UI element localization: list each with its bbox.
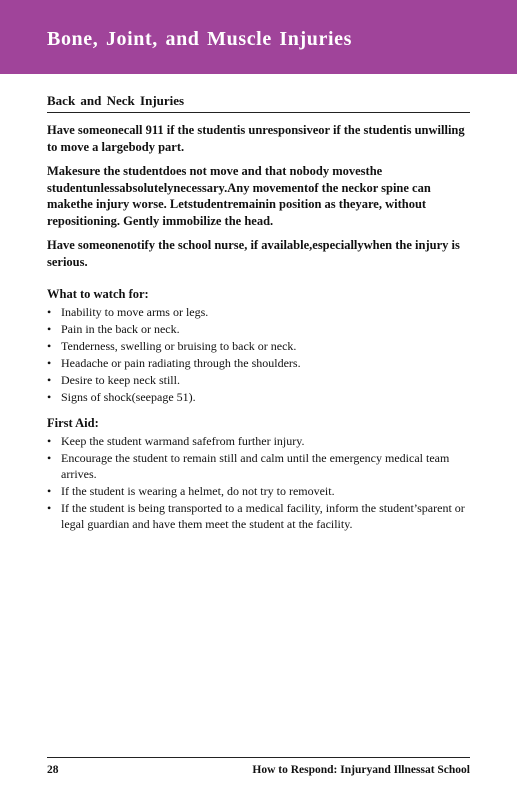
bullet-icon: • (47, 373, 52, 387)
paragraph-notify-nurse: Have someonenotify the school nurse, if available,especiallywhen the injury is serious. (47, 238, 460, 269)
first-aid-list (47, 433, 470, 532)
watch-list (47, 304, 470, 405)
list-item: • Pain in the back or neck. (47, 322, 180, 336)
bullet-icon: • (47, 484, 52, 498)
footer-divider (47, 757, 470, 758)
list-item: • Keep the student warmand safefrom further injury. (47, 434, 305, 448)
list-item: • Tenderness, swelling or bruising to back or neck. (47, 339, 297, 353)
paragraph-call-911: Have someonecall 911 if the studentis unresponsiveor if the studentis unwilling to move a largebody part. (47, 123, 465, 154)
list-item: • Headache or pain radiating through the shoulders. (47, 356, 301, 370)
bullet-icon: • (47, 451, 52, 465)
main-content (47, 93, 470, 533)
list-item: • If the student is wearing a helmet, do not try to removeit. (47, 484, 335, 498)
bullet-icon: • (47, 501, 52, 515)
bullet-icon: • (47, 322, 52, 336)
list-item: • Encourage the student to remain still and calm until the emergency medical team arrives. (47, 451, 450, 481)
paragraph-do-not-move: Makesure the studentdoes not move and that nobody movesthe studentunlessabsolutelynecessary.Any movementof the neckor spine can makethe injury worse. Letstudentremainin position as theyare, without repositioning. Gently immobilize the head. (47, 164, 431, 228)
bullet-icon: • (47, 339, 52, 353)
page-number: 28 (47, 764, 59, 776)
watch-heading: What to watch for: (47, 287, 149, 301)
list-item: • If the student is being transported to a medical facility, inform the student’sparent or legal guardian and have them meet the student at the facility. (47, 501, 465, 531)
list-item: • Inability to move arms or legs. (47, 305, 209, 319)
bullet-icon: • (47, 305, 52, 319)
bullet-icon: • (47, 434, 52, 448)
list-item: • Desire to keep neck still. (47, 373, 180, 387)
section-heading: Back and Neck Injuries (47, 93, 470, 113)
bullet-icon: • (47, 390, 52, 404)
list-item: • Signs of shock(seepage 51). (47, 390, 196, 404)
footer-title: How to Respond: Injuryand Illnessat School (252, 764, 470, 776)
bullet-icon: • (47, 356, 52, 370)
first-aid-heading: First Aid: (47, 416, 99, 430)
page-title: Bone, Joint, and Muscle Injuries (47, 28, 353, 50)
